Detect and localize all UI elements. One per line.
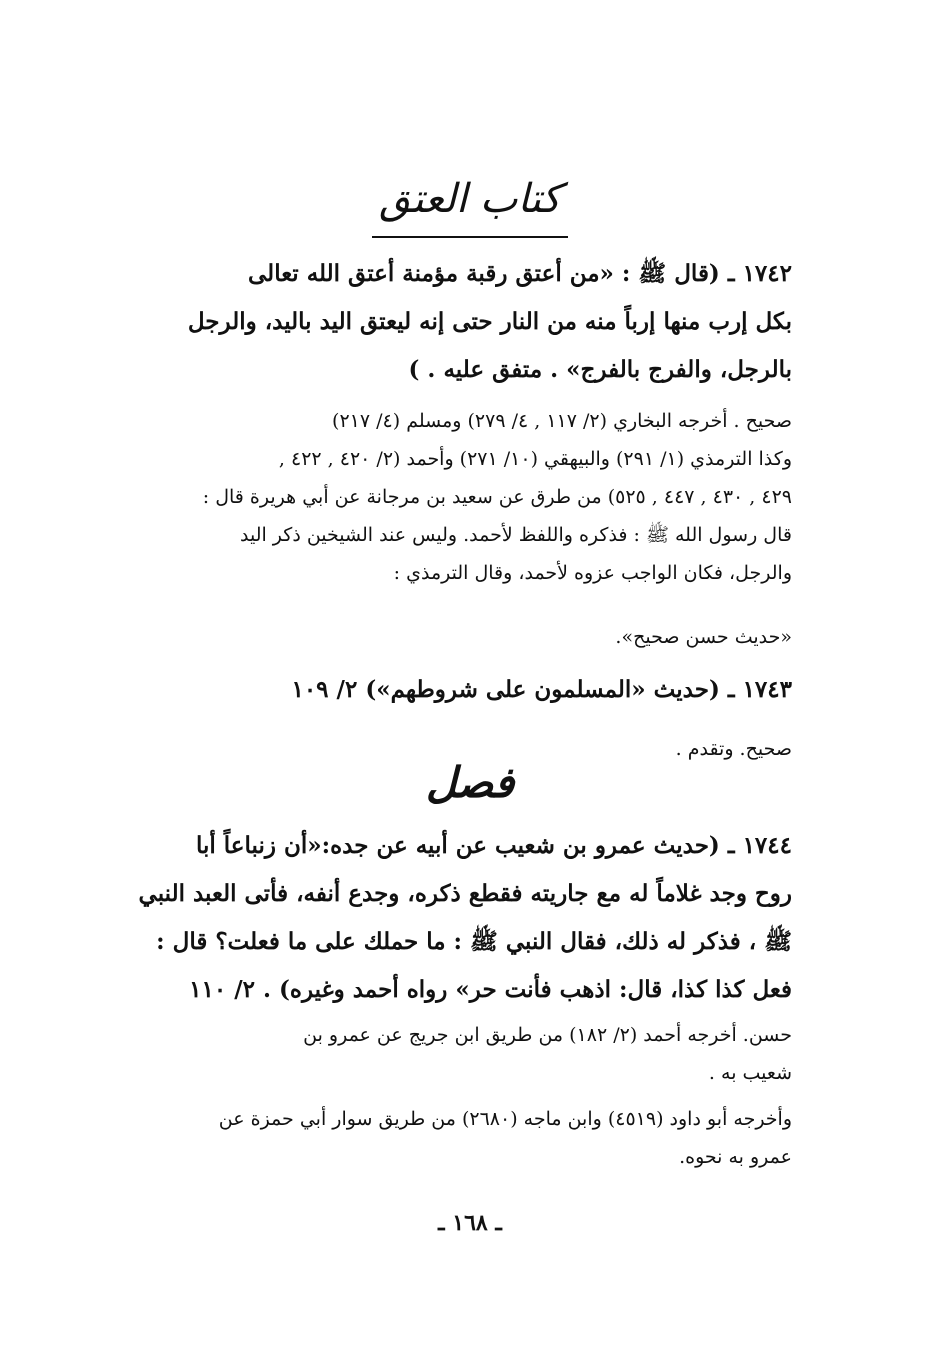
takhrij-1744-a <box>110 1016 792 1092</box>
title-underline <box>372 236 568 242</box>
hadith-1742 <box>110 250 792 394</box>
hadith-line: بكل إرب منها إرباً منه من النار حتى إنه ليعتق اليد باليد، والرجل <box>187 308 792 335</box>
note-line: صحيح. وتقدم . <box>675 738 792 760</box>
hadith-line: ﷺ ، فذكر له ذلك، فقال النبي ﷺ : ما حملك على ما فعلت؟ قال : <box>156 928 792 955</box>
book-title: كتاب العتق <box>379 176 561 222</box>
note-line: والرجل، فكان الواجب عزوه لأحمد، وقال الترمذي : <box>393 562 792 584</box>
note-line: عمرو به نحوه. <box>679 1146 792 1168</box>
note-line: وأخرجه أبو داود (٤٥١٩) وابن ماجه (٢٦٨٠) من طريق سوار أبي حمزة عن <box>218 1108 792 1130</box>
note-line: صحيح . أخرجه البخاري (٢/ ١١٧ , ٤/ ٢٧٩) ومسلم (٤/ ٢١٧) <box>332 410 792 432</box>
hadith-line: بالرجل، والفرج بالفرج» . متفق عليه . ) <box>408 356 792 383</box>
hadith-line: روح وجد غلاماً له مع جاريته فقطع ذكره، وجدع أنفه، فأتى العبد النبي <box>138 880 792 907</box>
hadith-1743 <box>110 666 792 714</box>
note-line: شعيب به . <box>708 1062 792 1084</box>
takhrij-1742 <box>110 402 792 592</box>
hadith-line: فعل كذا كذا، قال: اذهب فأنت حر» رواه أحمد وغيره) . ٢/ ١١٠ <box>189 976 792 1003</box>
section-title: فصل <box>425 758 515 807</box>
note-line: حسن. أخرجه أحمد (٢/ ١٨٢) من طريق ابن جريج عن عمرو بن <box>303 1024 792 1046</box>
hadith-line: ١٧٤٤ ـ (حديث عمرو بن شعيب عن أبيه عن جده:«أن زنباعاً أبا <box>195 832 792 859</box>
note-line: ٤٢٩ , ٤٣٠ , ٤٤٧ , ٥٢٥) من طرق عن سعيد بن مرجانة عن أبي هريرة قال : <box>202 486 792 508</box>
page-number: ـ ١٦٨ ـ <box>438 1210 502 1236</box>
note-line: قال رسول الله ﷺ : فذكره واللفظ لأحمد. وليس عند الشيخين ذكر اليد <box>239 524 792 546</box>
hadith-line: ١٧٤٢ ـ (قال ﷺ : «من أعتق رقبة مؤمنة أعتق الله تعالى <box>248 260 792 287</box>
takhrij-1744-b <box>110 1100 792 1176</box>
hadith-line: ١٧٤٣ ـ (حديث «المسلمون على شروطهم») ٢/ ١٠٩ <box>291 676 792 703</box>
tirmidhi-quote: «حديث حسن صحيح». <box>615 626 792 648</box>
note-line: وكذا الترمذي (١/ ٢٩١) والبيهقي (١٠/ ٢٧١) وأحمد (٢/ ٤٢٠ , ٤٢٢ , <box>278 448 792 470</box>
hadith-1744 <box>110 822 792 1014</box>
